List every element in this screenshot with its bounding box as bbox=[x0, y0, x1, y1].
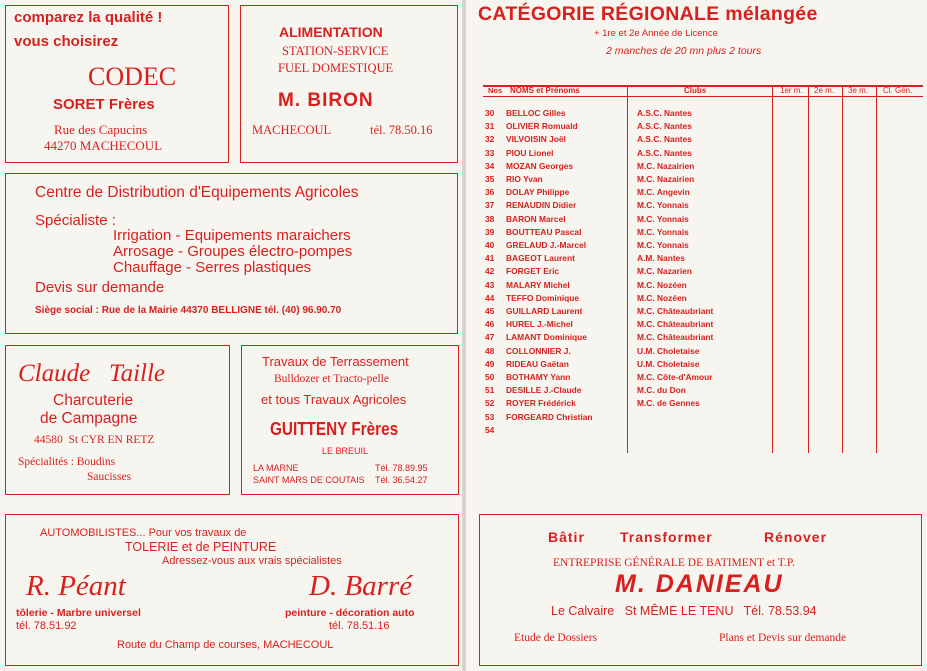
table-row bbox=[485, 266, 747, 277]
taille-address: 44580 St CYR EN RETZ bbox=[34, 434, 155, 446]
cdea-devis: Devis sur demande bbox=[35, 279, 165, 296]
auto-name-1: R. Péant bbox=[26, 570, 126, 602]
guitteny-addr-2: SAINT MARS DE COUTAIS bbox=[253, 475, 365, 485]
rider-number: 30 bbox=[485, 108, 495, 118]
cdea-specialiste: Spécialiste : bbox=[35, 212, 116, 229]
race-subtitle: + 1re et 2e Année de Licence bbox=[594, 28, 718, 39]
table-row bbox=[485, 319, 747, 330]
auto-tel-1: tél. 78.51.92 bbox=[16, 620, 77, 632]
table-row bbox=[485, 174, 747, 185]
cdea-line-3: Chauffage - Serres plastiques bbox=[113, 259, 312, 276]
rider-name: BELLOC Gilles bbox=[506, 108, 566, 118]
table-row bbox=[485, 359, 747, 370]
taille-spec-label: Spécialités : Boudins bbox=[18, 456, 116, 468]
table-row bbox=[485, 200, 747, 211]
taille-spec-2: Saucisses bbox=[87, 471, 132, 483]
biron-phone: tél. 78.50.16 bbox=[370, 123, 433, 137]
danieau-company: ENTREPRISE GÉNÉRALE DE BATIMENT et T.P. bbox=[553, 557, 795, 569]
guitteny-tel-2: Tél. 36.54.27 bbox=[375, 475, 428, 485]
taille-line-2: de Campagne bbox=[40, 410, 138, 427]
table-row bbox=[485, 108, 747, 119]
race-format: 2 manches de 20 mn plus 2 tours bbox=[606, 45, 762, 57]
guitteny-name: GUITTENY Frères bbox=[270, 419, 399, 439]
rider-club: M.C. Nozéen bbox=[637, 292, 687, 303]
col-header-name: NOMS et Prénoms bbox=[510, 86, 580, 95]
rider-club: U.M. Choletaise bbox=[637, 358, 700, 369]
col-header-gen: Cl. Gén. bbox=[883, 86, 913, 95]
table-row bbox=[485, 372, 747, 383]
col-sep-2 bbox=[772, 85, 773, 453]
rider-club: U.M. Choletaise bbox=[637, 345, 700, 356]
rider-club: M.C. Châteaubriant bbox=[637, 332, 714, 343]
rider-number: 37 bbox=[485, 200, 495, 211]
rider-name: COLLONNIER J. bbox=[506, 345, 571, 356]
col-header-club: Clubs bbox=[684, 86, 707, 95]
rider-number: 51 bbox=[485, 385, 495, 396]
table-row bbox=[485, 425, 747, 436]
rider-name: ROYER Frédérick bbox=[506, 398, 576, 409]
rider-name: BOUTTEAU Pascal bbox=[506, 226, 582, 237]
rider-name: RIDEAU Gaëtan bbox=[506, 358, 569, 369]
danieau-address: Le Calvaire St MÊME LE TENU Tél. 78.53.94 bbox=[551, 604, 817, 618]
rider-name: PIOU Lionel bbox=[506, 147, 554, 158]
rider-number: 46 bbox=[485, 319, 495, 330]
rider-number: 31 bbox=[485, 121, 495, 132]
table-row bbox=[485, 306, 747, 317]
rider-club: M.C. Yonnais bbox=[637, 240, 689, 250]
rider-name: DOLAY Philippe bbox=[506, 187, 570, 198]
codec-brand: CODEC bbox=[88, 62, 177, 91]
guitteny-tel-1: Tél. 78.89.95 bbox=[375, 463, 428, 473]
rider-name: FORGEARD Christian bbox=[506, 411, 593, 422]
rider-name: DESILLE J.-Claude bbox=[506, 385, 582, 396]
rider-name: GRELAUD J.-Marcel bbox=[506, 240, 587, 250]
table-row bbox=[485, 121, 747, 132]
rider-name: BAGEOT Laurent bbox=[506, 253, 575, 264]
danieau-name: M. DANIEAU bbox=[615, 570, 784, 598]
rider-number: 41 bbox=[485, 253, 495, 264]
table-row bbox=[485, 332, 747, 343]
codec-headline-1: comparez la qualité ! bbox=[14, 9, 163, 26]
rider-club: M.C. Nazarien bbox=[637, 266, 692, 277]
rider-number: 42 bbox=[485, 266, 495, 277]
rider-number: 34 bbox=[485, 160, 495, 171]
rider-club: A.S.C. Nantes bbox=[637, 108, 692, 118]
col-sep-5 bbox=[876, 85, 877, 453]
auto-line-3: Adressez-vous aux vrais spécialistes bbox=[162, 555, 342, 567]
table-row bbox=[485, 187, 747, 198]
rider-number: 38 bbox=[485, 213, 495, 224]
rider-name: FORGET Eric bbox=[506, 266, 560, 277]
rider-club: M.C. Côte-d'Amour bbox=[637, 372, 713, 382]
codec-city: 44270 MACHECOUL bbox=[44, 138, 163, 153]
rider-club: M.C. Châteaubriant bbox=[637, 319, 714, 330]
biron-title: ALIMENTATION bbox=[279, 24, 383, 40]
auto-spec-2: peinture - décoration auto bbox=[285, 607, 415, 619]
rider-name: BOTHAMY Yann bbox=[506, 372, 571, 382]
taille-name: Claude Taille bbox=[18, 360, 166, 387]
rider-number: 47 bbox=[485, 332, 495, 343]
rider-club: M.C. Nazairien bbox=[637, 160, 695, 171]
rider-club: M.C. Nozéen bbox=[637, 279, 687, 290]
table-row bbox=[485, 293, 747, 304]
rider-club: M.C. Yonnais bbox=[637, 200, 689, 211]
table-row bbox=[485, 161, 747, 172]
cdea-line-1: Irrigation - Equipements maraichers bbox=[113, 227, 351, 244]
rider-name: VILVOISIN Joël bbox=[506, 134, 566, 145]
auto-name-2: D. Barré bbox=[309, 570, 413, 602]
table-row bbox=[485, 214, 747, 225]
table-row bbox=[485, 227, 747, 238]
rider-name: HUREL J.-Michel bbox=[506, 319, 573, 330]
auto-address: Route du Champ de courses, MACHECOUL bbox=[117, 639, 334, 651]
table-row bbox=[485, 385, 747, 396]
rider-name: MALARY Michel bbox=[506, 279, 570, 290]
rider-club: A.M. Nantes bbox=[637, 253, 685, 264]
rider-name: RIO Yvan bbox=[506, 174, 543, 184]
auto-tel-2: tél. 78.51.16 bbox=[329, 620, 390, 632]
rider-club: A.S.C. Nantes bbox=[637, 121, 692, 132]
col-header-m3: 3e m. bbox=[848, 86, 869, 95]
rider-number: 54 bbox=[485, 424, 495, 435]
cdea-title: Centre de Distribution d'Equipements Agricoles bbox=[35, 184, 359, 201]
rider-number: 50 bbox=[485, 372, 495, 382]
auto-line-1: AUTOMOBILISTES... Pour vos travaux de bbox=[40, 527, 247, 539]
col-header-m2: 2e m. bbox=[814, 86, 835, 95]
danieau-right: Plans et Devis sur demande bbox=[719, 632, 847, 644]
codec-street: Rue des Capucins bbox=[54, 122, 148, 137]
rider-club: A.S.C. Nantes bbox=[637, 134, 692, 145]
rider-club: M.C. Yonnais bbox=[637, 226, 689, 237]
table-row bbox=[485, 346, 747, 357]
codec-headline-2: vous choisirez bbox=[14, 33, 119, 50]
rider-number: 53 bbox=[485, 411, 495, 422]
table-header-rule bbox=[483, 96, 923, 97]
rider-name: MOZAN Georges bbox=[506, 160, 574, 171]
rider-club: M.C. Nazairien bbox=[637, 174, 695, 184]
rider-name: GUILLARD Laurent bbox=[506, 306, 583, 316]
table-row bbox=[485, 280, 747, 291]
auto-line-2: TOLERIE et de PEINTURE bbox=[125, 540, 277, 554]
table-row bbox=[485, 240, 747, 251]
rider-number: 36 bbox=[485, 187, 495, 198]
rider-number: 33 bbox=[485, 147, 495, 158]
biron-name: M. BIRON bbox=[278, 90, 374, 111]
table-row bbox=[485, 134, 747, 145]
rider-club: M.C. de Gennes bbox=[637, 398, 700, 409]
guitteny-addr-1: LA MARNE bbox=[253, 463, 299, 473]
rider-number: 44 bbox=[485, 292, 495, 303]
rider-name: OLIVIER Romuald bbox=[506, 121, 578, 132]
guitteny-line-3: et tous Travaux Agricoles bbox=[261, 392, 407, 407]
rider-name: LAMANT Dominique bbox=[506, 332, 587, 343]
rider-number: 40 bbox=[485, 240, 495, 250]
guitteny-place: LE BREUIL bbox=[322, 446, 369, 456]
danieau-left: Etude de Dossiers bbox=[514, 632, 598, 644]
cdea-siege: Siège social : Rue de la Mairie 44370 BELLIGNE tél. (40) 96.90.70 bbox=[35, 305, 342, 316]
rider-number: 32 bbox=[485, 134, 495, 145]
col-sep-3 bbox=[808, 85, 809, 453]
table-row bbox=[485, 253, 747, 264]
rider-number: 48 bbox=[485, 345, 495, 356]
rider-club: M.C. Angevin bbox=[637, 187, 690, 198]
rider-number: 35 bbox=[485, 174, 495, 184]
rider-name: RENAUDIN Didier bbox=[506, 200, 577, 211]
col-header-m1: 1er m. bbox=[780, 86, 803, 95]
table-row bbox=[485, 148, 747, 159]
rider-club: A.S.C. Nantes bbox=[637, 147, 692, 158]
rider-number: 45 bbox=[485, 306, 495, 316]
rider-number: 39 bbox=[485, 226, 495, 237]
race-title: CATÉGORIE RÉGIONALE mélangée bbox=[478, 3, 818, 25]
danieau-slogan-1: Bâtir bbox=[548, 529, 585, 545]
col-header-no: Nos bbox=[488, 86, 503, 95]
rider-name: TEFFO Dominique bbox=[506, 292, 580, 303]
rider-number: 52 bbox=[485, 398, 495, 409]
rider-number: 49 bbox=[485, 358, 495, 369]
biron-line-1: STATION-SERVICE bbox=[282, 44, 389, 58]
biron-line-2: FUEL DOMESTIQUE bbox=[278, 61, 394, 75]
table-row bbox=[485, 412, 747, 423]
danieau-slogan-3: Rénover bbox=[764, 529, 828, 545]
rider-club: M.C. Châteaubriant bbox=[637, 306, 714, 316]
auto-spec-1: tôlerie - Marbre universel bbox=[16, 607, 141, 619]
biron-town: MACHECOUL bbox=[252, 123, 332, 137]
rider-club: M.C. Yonnais bbox=[637, 213, 689, 224]
rider-club: M.C. du Don bbox=[637, 385, 686, 396]
table-row bbox=[485, 398, 747, 409]
guitteny-line-2: Bulldozer et Tracto-pelle bbox=[274, 373, 389, 385]
col-sep-4 bbox=[842, 85, 843, 453]
rider-number: 43 bbox=[485, 279, 495, 290]
guitteny-line-1: Travaux de Terrassement bbox=[262, 354, 409, 369]
rider-name: BARON Marcel bbox=[506, 213, 566, 224]
cdea-line-2: Arrosage - Groupes électro-pompes bbox=[113, 243, 353, 260]
codec-owner: SORET Frères bbox=[53, 96, 155, 113]
danieau-slogan-2: Transformer bbox=[620, 529, 713, 545]
taille-line-1: Charcuterie bbox=[53, 392, 134, 409]
